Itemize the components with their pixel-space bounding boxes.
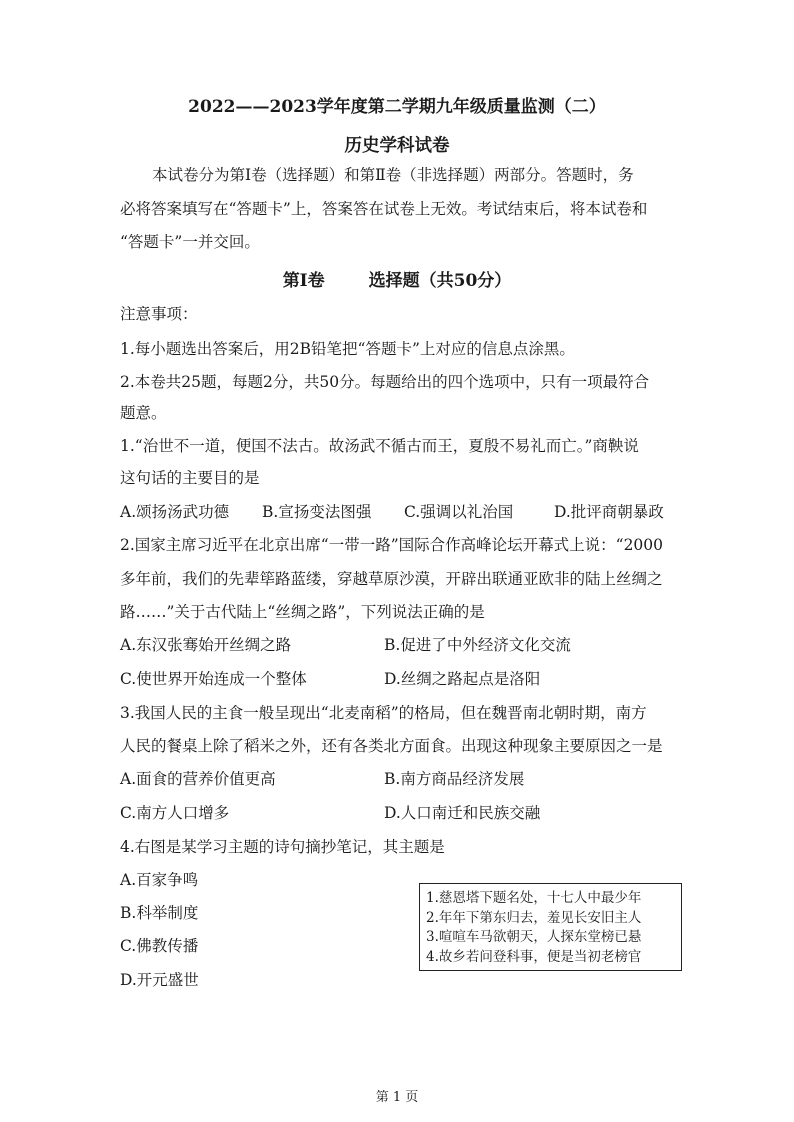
note-item: 2.本卷共25题，每题2分，共50分。每题给出的四个选项中，只有一项最符合 [120,373,650,391]
option-d: D.开元盛世 [120,971,199,989]
intro-line-3: “答题卡”一并交回。 [120,233,260,251]
option-d: D.丝绸之路起点是洛阳 [384,670,541,688]
option-a: A.东汉张骞始开丝绸之路 [120,636,292,654]
intro-line-1: 本试卷分为第Ⅰ卷（选择题）和第Ⅱ卷（非选择题）两部分。答题时，务 [152,166,634,184]
option-c: C.南方人口增多 [120,804,230,822]
option-b: B.南方商品经济发展 [384,770,525,788]
question-2-stem: 多年前，我们的先辈筚路蓝缕，穿越草原沙漠，开辟出联通亚欧非的陆上丝绸之 [120,570,663,588]
poem-line: 2.年年下第东归去，羞见长安旧主人 [426,909,642,926]
question-2-stem: 2.国家主席习近平在北京出席“一带一路”国际合作高峰论坛开幕式上说：“2000 [120,536,664,554]
option-b: B.宣扬变法图强 [262,503,372,521]
section-part: 第Ⅰ卷 [282,271,325,291]
poem-line: 3.喧喧车马欲朝天，人探东堂榜已悬 [426,929,642,945]
question-1-stem: 这句话的主要目的是 [120,469,260,487]
option-b: B.科举制度 [120,904,199,922]
page-number: 第 1 页 [375,1090,419,1105]
option-a: A.颂扬汤武功德 [120,503,230,521]
question-2-options-row-2 [120,668,700,690]
question-3-options-row-2 [120,802,700,824]
question-3-stem: 人民的餐桌上除了稻米之外，还有各类北方面食。出现这种现象主要原因之一是 [120,737,663,755]
option-a: A.百家争鸣 [120,871,199,889]
section-name: 选择题（共50分） [368,271,512,291]
option-c: C.强调以礼治国 [404,503,514,521]
note-item: 1.每小题选出答案后，用2B铅笔把“答题卡”上对应的信息点涂黑。 [120,340,575,358]
option-d: D.批评商朝暴政 [554,503,664,521]
question-1-options [120,501,700,523]
poem-notes-box [419,883,682,971]
subject-title: 历史学科试卷 [344,136,450,156]
question-3-stem: 3.我国人民的主食一般呈现出“北麦南稻”的格局，但在魏晋南北朝时期，南方 [120,704,647,722]
poem-line: 1.慈恩塔下题名处，十七人中最少年 [426,890,642,906]
notes-heading: 注意事项： [120,305,198,323]
poem-line: 4.故乡若问登科事，便是当初老榜官 [426,948,642,965]
question-2-options-row-1 [120,634,700,656]
question-4-stem: 4.右图是某学习主题的诗句摘抄笔记，其主题是 [120,838,445,856]
option-c: C.佛教传播 [120,937,199,955]
question-1-stem: 1.“治世不一道，便国不法古。故汤武不循古而王，夏殷不易礼而亡。”商鞅说 [120,437,639,455]
question-2-stem: 路……”关于古代陆上“丝绸之路”，下列说法正确的是 [120,603,485,621]
option-b: B.促进了中外经济文化交流 [384,636,571,654]
question-3-options-row-1 [120,768,700,790]
option-c: C.使世界开始连成一个整体 [120,670,307,688]
note-item: 题意。 [120,404,167,422]
exam-title: 2022——2023学年度第二学期九年级质量监测（二） [188,97,606,117]
option-a: A.面食的营养价值更高 [120,770,276,788]
section-heading [0,266,794,291]
intro-line-2: 必将答案填写在“答题卡”上，答案答在试卷上无效。考试结束后，将本试卷和 [120,200,648,218]
option-d: D.人口南迁和民族交融 [384,804,541,822]
